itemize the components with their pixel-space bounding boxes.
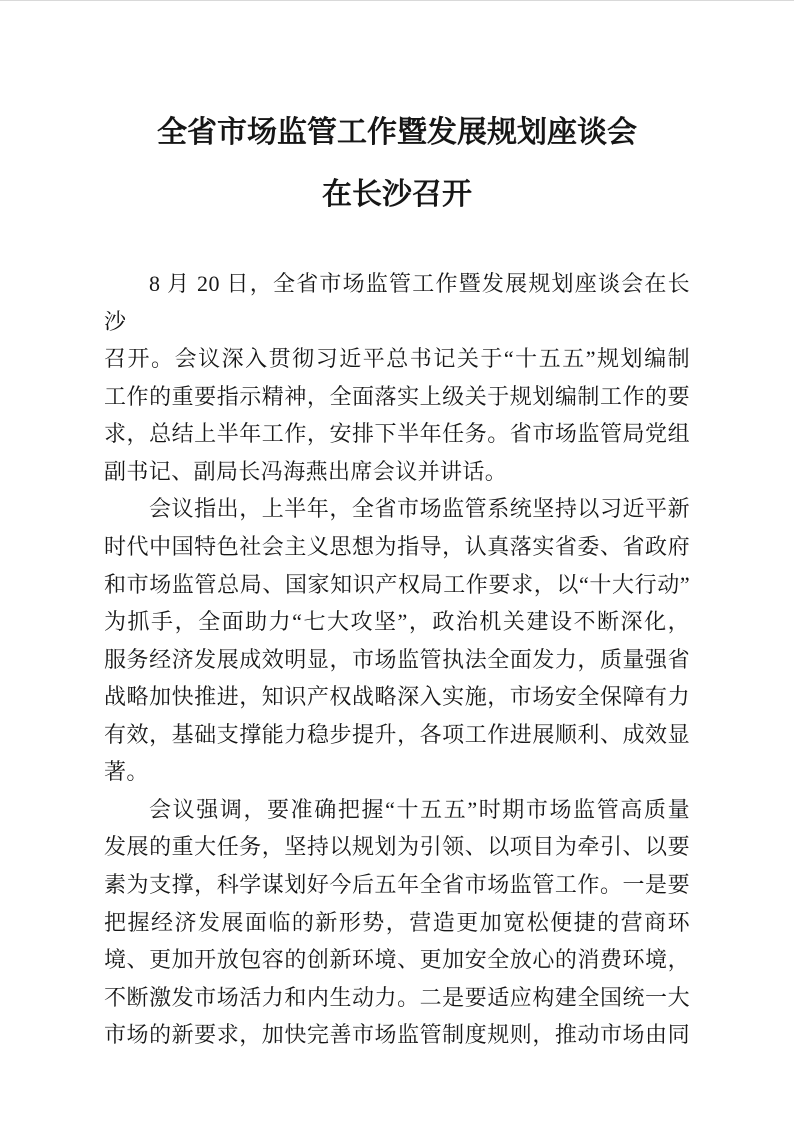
paragraph-2-line-8: 著。 <box>104 759 149 785</box>
paragraph-3-line-6: 不断激发市场活力和内生动力。二是要适应构建全国统一大 <box>104 984 690 1010</box>
paragraph-2-line-5: 服务经济发展成效明显，市场监管执法全面发力，质量强省 <box>104 646 690 672</box>
title-line-1: 全省市场监管工作暨发展规划座谈会 <box>157 116 637 149</box>
paragraph-3-line-7: 市场的新要求，加快完善市场监管制度规则，推动市场由同 <box>104 1022 690 1048</box>
paragraph-3-line-2: 发展的重大任务，坚持以规划为引领、以项目为牵引、以要 <box>104 834 690 860</box>
paragraph-2-line-2: 时代中国特色社会主义思想为指导，认真落实省委、省政府 <box>104 533 690 559</box>
paragraph-2-line-3: 和市场监管总局、国家知识产权局工作要求，以“十大行动” <box>104 571 690 597</box>
document-title <box>0 102 794 226</box>
title-line-2: 在长沙召开 <box>322 178 472 211</box>
paragraph-1-line-4: 求，总结上半年工作，安排下半年任务。省市场监管局党组 <box>104 421 690 447</box>
paragraph-3-line-1: 会议强调，要准确把握“十五五”时期市场监管高质量 <box>149 796 690 822</box>
paragraph-2-line-1: 会议指出，上半年，全省市场监管系统坚持以习近平新 <box>149 496 690 522</box>
paragraph-3-line-5: 境、更加开放包容的创新环境、更加安全放心的消费环境， <box>104 947 690 973</box>
paragraph-1-line-5: 副书记、副局长冯海燕出席会议并讲话。 <box>104 458 508 484</box>
paragraph-3-line-4: 把握经济发展面临的新形势，营造更加宽松便捷的营商环 <box>104 909 690 935</box>
paragraph-3-line-3: 素为支撑，科学谋划好今后五年全省市场监管工作。一是要 <box>104 872 690 897</box>
paragraph-1-line-2: 召开。会议深入贯彻习近平总书记关于“十五五”规划编制 <box>104 346 690 372</box>
paragraph-1-line-3: 工作的重要指示精神，全面落实上级关于规划编制工作的要 <box>104 383 690 409</box>
page-top-edge <box>0 0 794 1</box>
paragraph-2-line-6: 战略加快推进，知识产权战略深入实施，市场安全保障有力 <box>104 684 690 710</box>
paragraph-2-line-4: 为抓手，全面助力“七大攻坚”，政治机关建设不断深化， <box>104 609 690 635</box>
paragraph-2-line-7: 有效，基础支撑能力稳步提升，各项工作进展顺利、成效显 <box>104 721 690 747</box>
document-body <box>104 265 690 1054</box>
paragraph-1-line-1: 8 月 20 日，全省市场监管工作暨发展规划座谈会在长沙 <box>104 271 690 334</box>
